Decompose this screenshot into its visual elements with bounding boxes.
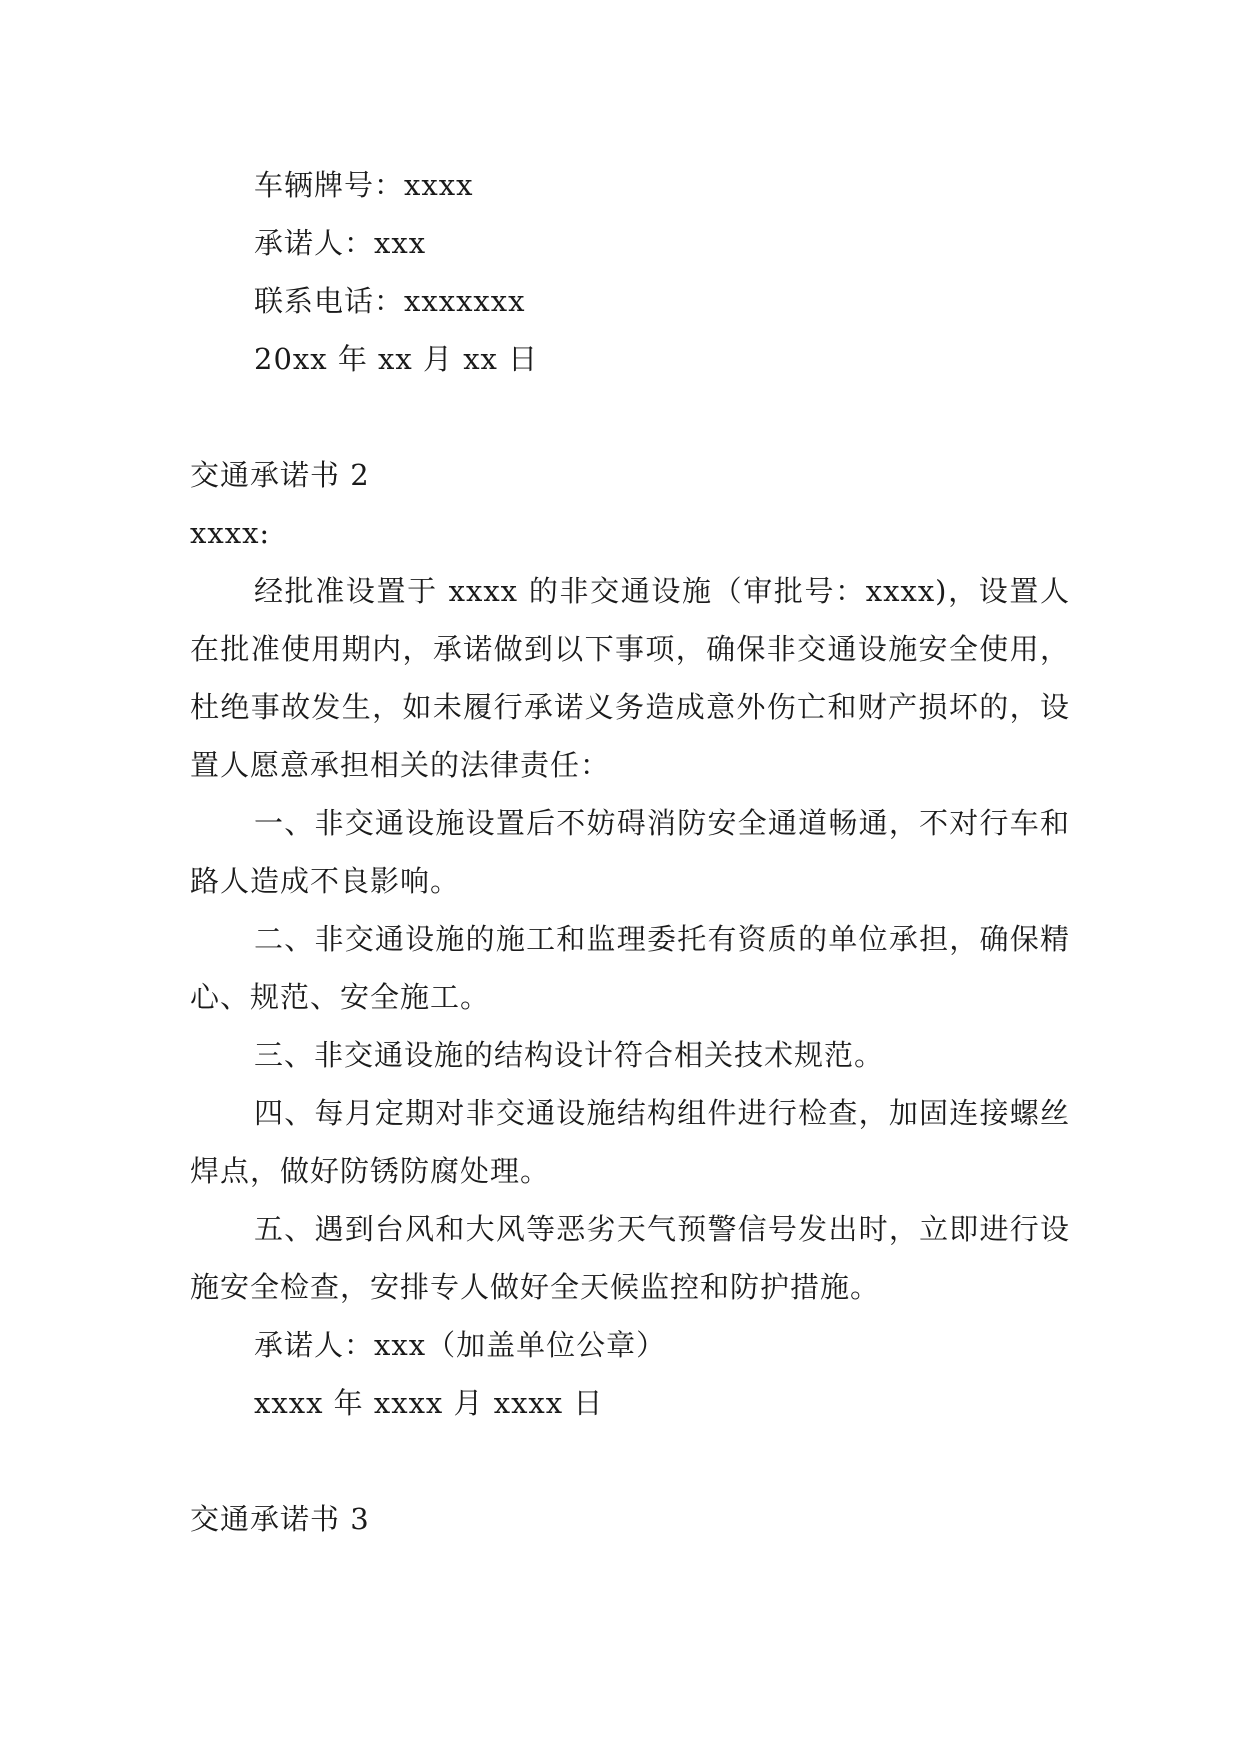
promiser-line: 承诺人：xxx <box>254 226 427 260</box>
promiser-seal-line: 承诺人：xxx（加盖单位公章） <box>254 1328 667 1362</box>
vehicle-plate-line: 车辆牌号：xxxx <box>254 168 474 202</box>
item-2: 二、非交通设施的施工和监理委托有资质的单位承担，确保精心、规范、安全施工。 <box>190 922 1070 1014</box>
section2-date-line: xxxx 年 xxxx 月 xxxx 日 <box>254 1386 604 1420</box>
item-5: 五、遇到台风和大风等恶劣天气预警信号发出时，立即进行设施安全检查，安排专人做好全天候监控和防护措施。 <box>190 1212 1070 1304</box>
addressee: xxxx: <box>190 516 271 550</box>
item-1: 一、非交通设施设置后不妨碍消防安全通道畅通，不对行车和路人造成不良影响。 <box>190 806 1070 898</box>
section-title-2: 交通承诺书 2 <box>190 458 370 492</box>
phone-line: 联系电话：xxxxxxx <box>254 284 526 318</box>
item-3: 三、非交通设施的结构设计符合相关技术规范。 <box>254 1038 885 1072</box>
item-4: 四、每月定期对非交通设施结构组件进行检查，加固连接螺丝焊点，做好防锈防腐处理。 <box>190 1096 1070 1188</box>
section-title-3: 交通承诺书 3 <box>190 1502 370 1536</box>
date-line: 20xx 年 xx 月 xx 日 <box>254 342 539 376</box>
intro-paragraph: 经批准设置于 xxxx 的非交通设施（审批号：xxxx)，设置人在批准使用期内，承诺做到以下事项，确保非交通设施安全使用，杜绝事故发生，如未履行承诺义务造成意外伤亡和财产损坏的，设置人愿意承担相关的法律责任： <box>190 574 1070 782</box>
